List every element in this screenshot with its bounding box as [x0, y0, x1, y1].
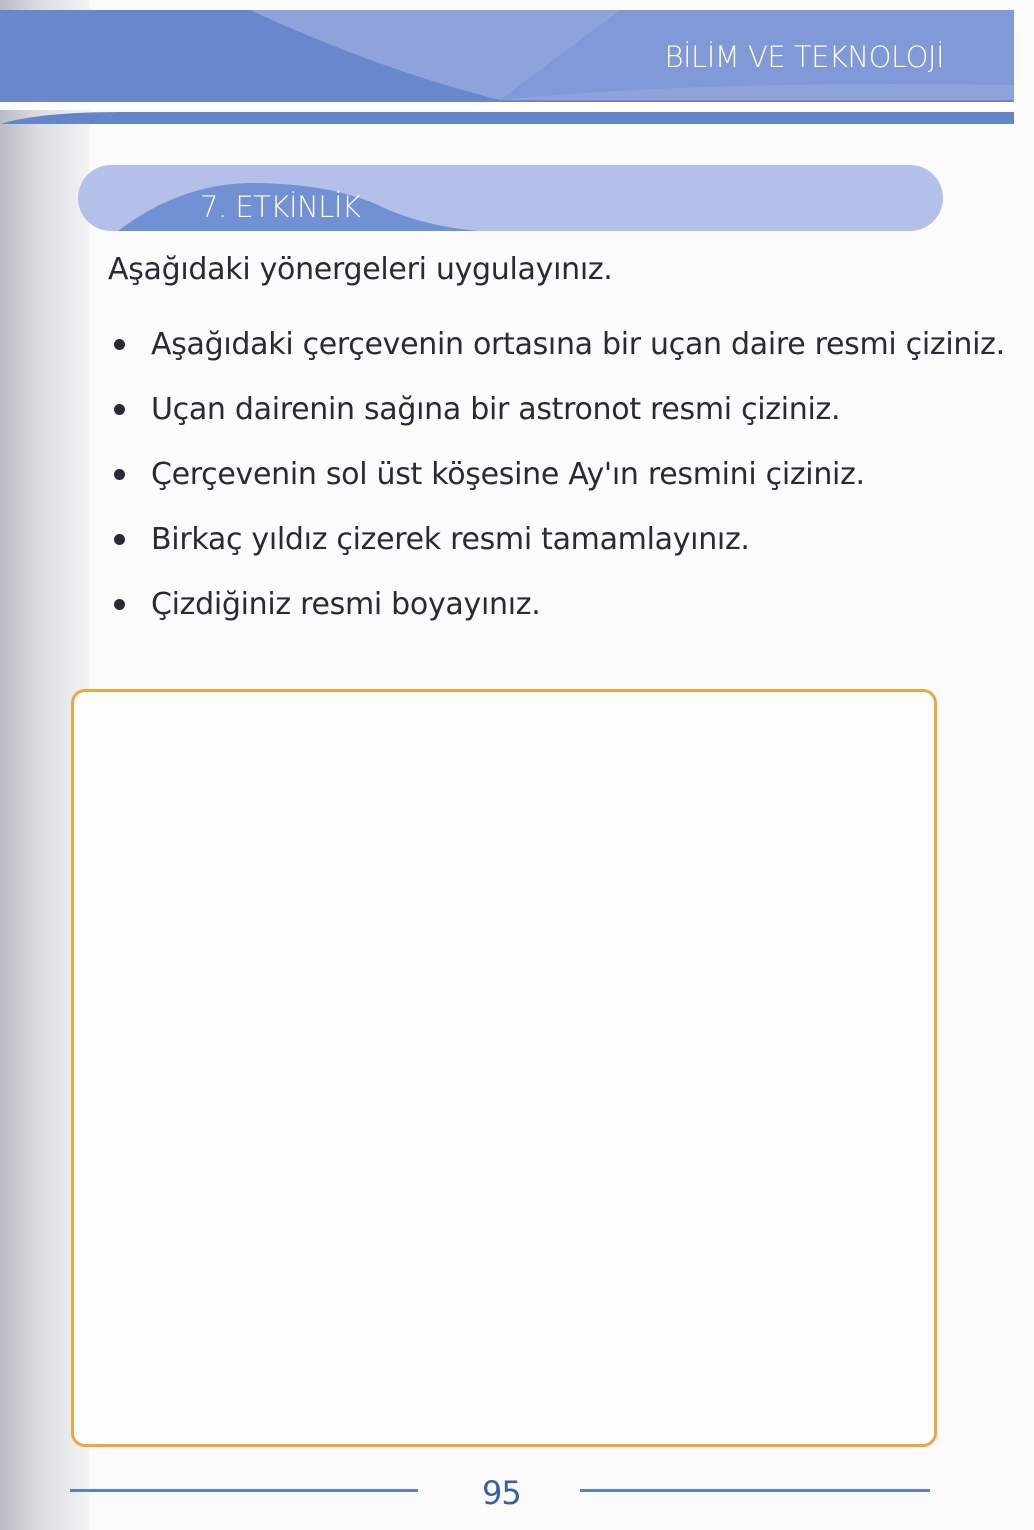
bullet-icon — [114, 599, 125, 610]
footer-line-left — [70, 1489, 418, 1492]
bullet-icon — [114, 339, 125, 350]
subject-title: BİLİM VE TEKNOLOJİ — [664, 40, 944, 74]
instructions-intro: Aşağıdaki yönergeleri uygulayınız. — [108, 252, 613, 287]
bullet-icon — [114, 469, 125, 480]
list-item: Uçan dairenin sağına bir astronot resmi çiziniz. — [108, 377, 1005, 442]
list-item: Aşağıdaki çerçevenin ortasına bir uçan daire resmi çiziniz. — [108, 312, 1005, 377]
bullet-icon — [114, 534, 125, 545]
activity-title: 7. ETKİNLİK — [200, 190, 361, 224]
list-item: Çizdiğiniz resmi boyayınız. — [108, 572, 1005, 637]
list-item: Birkaç yıldız çizerek resmi tamamlayınız. — [108, 507, 1005, 572]
page-number: 95 — [482, 1474, 521, 1512]
list-item: Çerçevenin sol üst köşesine Ay'ın resmini çiziniz. — [108, 442, 1005, 507]
footer-line-right — [580, 1489, 930, 1492]
header-stripe — [0, 108, 1014, 126]
bullet-icon — [114, 404, 125, 415]
instruction-list — [108, 312, 1005, 637]
drawing-frame[interactable] — [71, 689, 937, 1447]
